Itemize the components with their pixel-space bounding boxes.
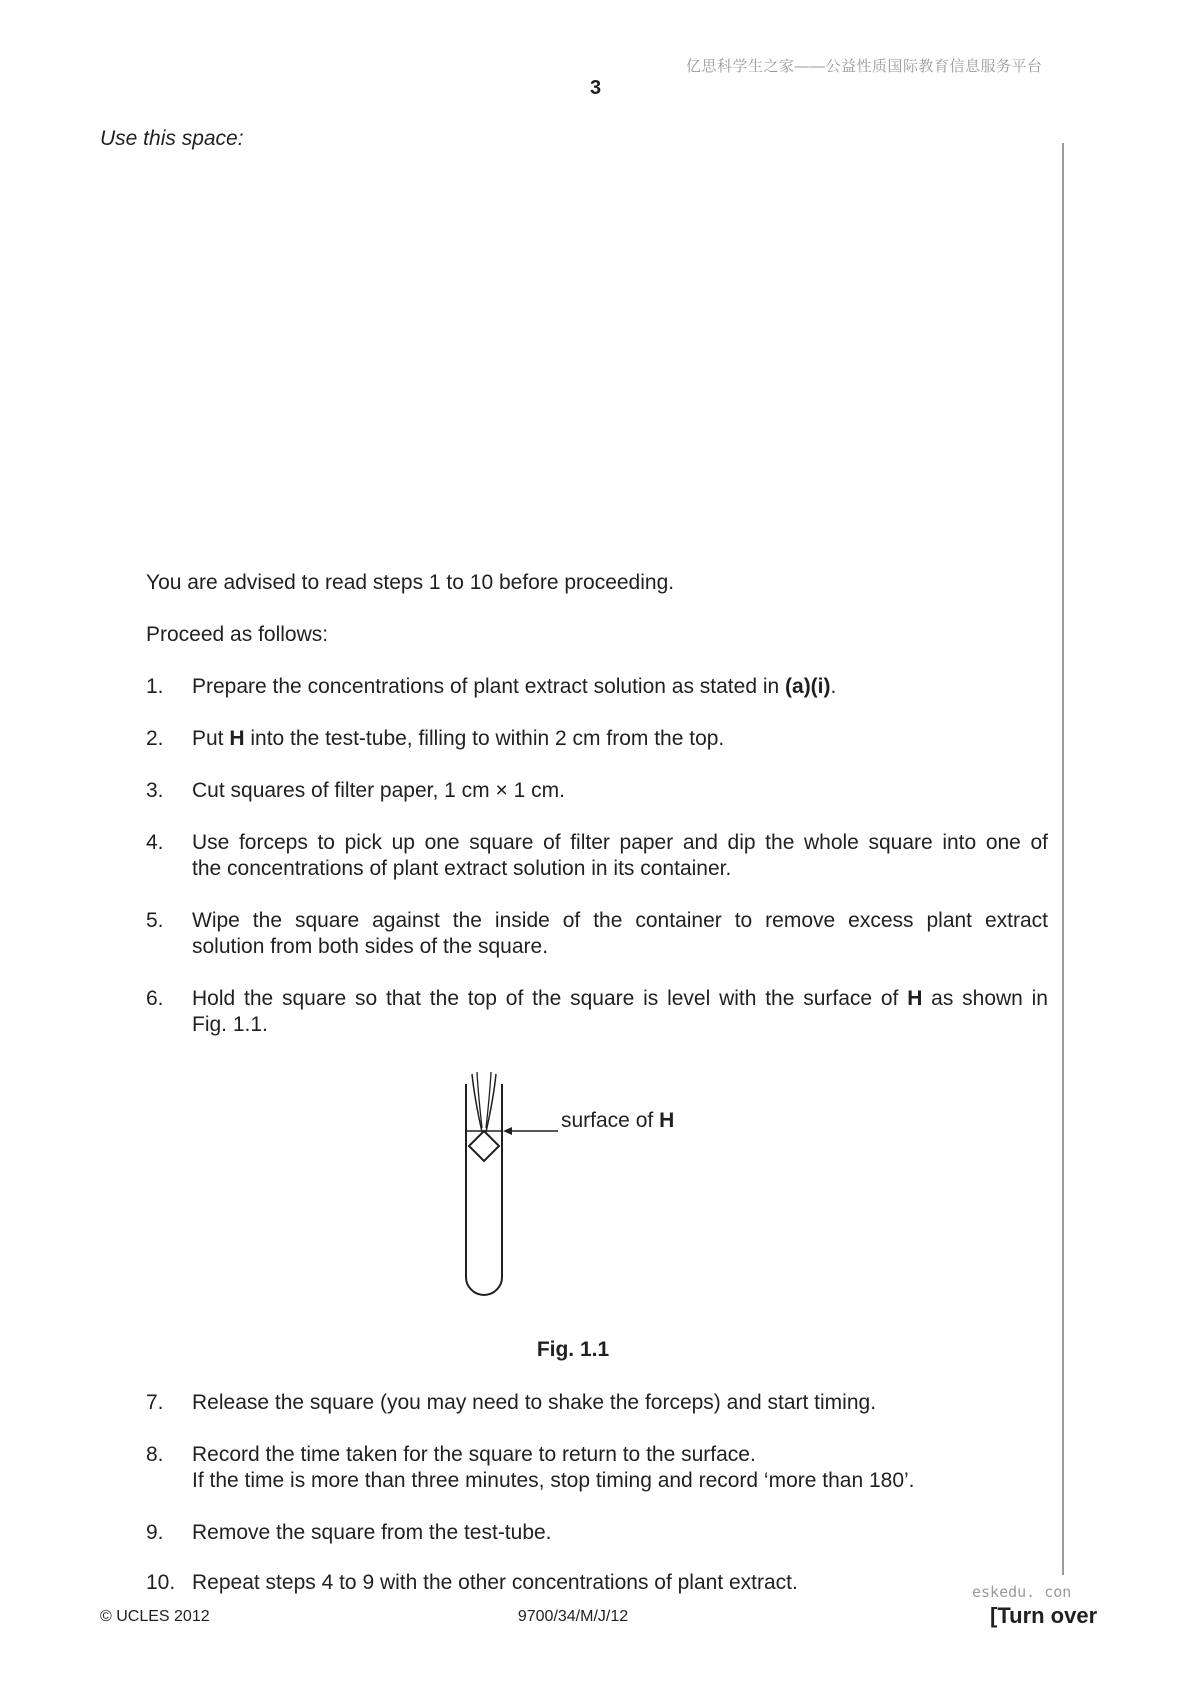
step-bold-ref: H (907, 987, 923, 1010)
step-text: Hold the square so that the top of the square is level with the surface of (192, 987, 908, 1010)
step-text: Repeat steps 4 to 9 with the other concentrations of plant extract. (192, 1571, 798, 1594)
step-bold-ref: (a)(i) (785, 675, 831, 698)
step-text-end: . (830, 675, 837, 698)
step-number: 5. (146, 909, 164, 932)
step-text-end: into the test-tube, filling to within 2 cm from the top. (244, 727, 725, 750)
footer-watermark: eskedu. con (972, 1583, 1072, 1601)
header-watermark: 亿思科学生之家——公益性质国际教育信息服务平台 (686, 58, 1043, 75)
step-text-line1: Use forceps to pick up one square of filter paper and dip the whole square into one of (192, 831, 1048, 854)
step-number: 9. (146, 1521, 164, 1544)
step-text: Release the square (you may need to shake the forceps) and start timing. (192, 1391, 877, 1414)
step-text-line2: solution from both sides of the square. (192, 935, 549, 958)
step-text-line2: Fig. 1.1. (192, 1013, 268, 1036)
use-space-label: Use this space: (100, 127, 244, 150)
step-text-end: as shown in (922, 987, 1048, 1010)
step-text-line1: Wipe the square against the inside of the container to remove excess plant extract (192, 909, 1048, 932)
step-text-line2: If the time is more than three minutes, stop timing and record ‘more than 180’. (192, 1469, 915, 1492)
forceps-arm-right (486, 1074, 496, 1132)
step-text: Put (192, 727, 230, 750)
test-tube-outline (466, 1084, 502, 1295)
step-text-line1 (192, 986, 1048, 1012)
step-number: 1. (146, 675, 164, 698)
step-text: Prepare the concentrations of plant extract solution as stated in (192, 675, 786, 698)
test-tube-diagram (450, 1072, 560, 1302)
forceps-arm-left (472, 1074, 482, 1132)
filter-paper-square (469, 1131, 499, 1161)
step-text: Cut squares of filter paper, 1 cm × 1 cm. (192, 779, 565, 802)
step-number: 10. (146, 1571, 176, 1594)
figure-label (561, 1109, 674, 1133)
intro-advice: You are advised to read steps 1 to 10 before proceeding. (146, 571, 675, 594)
step-number: 6. (146, 987, 164, 1010)
step-number: 8. (146, 1443, 164, 1466)
figure-label-bold: H (659, 1109, 675, 1132)
intro-proceed: Proceed as follows: (146, 623, 329, 646)
step-bold-ref: H (229, 727, 245, 750)
step-text-line2: the concentrations of plant extract solution in its container. (192, 857, 732, 880)
step-number: 2. (146, 727, 164, 750)
label-arrowhead (503, 1127, 512, 1135)
footer-copyright: © UCLES 2012 (100, 1608, 210, 1625)
figure-caption: Fig. 1.1 (536, 1338, 610, 1361)
step-text: Remove the square from the test-tube. (192, 1521, 552, 1544)
figure-label-text: surface of (561, 1109, 660, 1132)
step-text-line1: Record the time taken for the square to return to the surface. (192, 1443, 756, 1466)
footer-paper-code: 9700/34/M/J/12 (517, 1608, 629, 1625)
page-number: 3 (589, 77, 602, 99)
step-number: 4. (146, 831, 164, 854)
step-number: 3. (146, 779, 164, 802)
turn-over-label: [Turn over (990, 1603, 1098, 1628)
step-number: 7. (146, 1391, 164, 1414)
